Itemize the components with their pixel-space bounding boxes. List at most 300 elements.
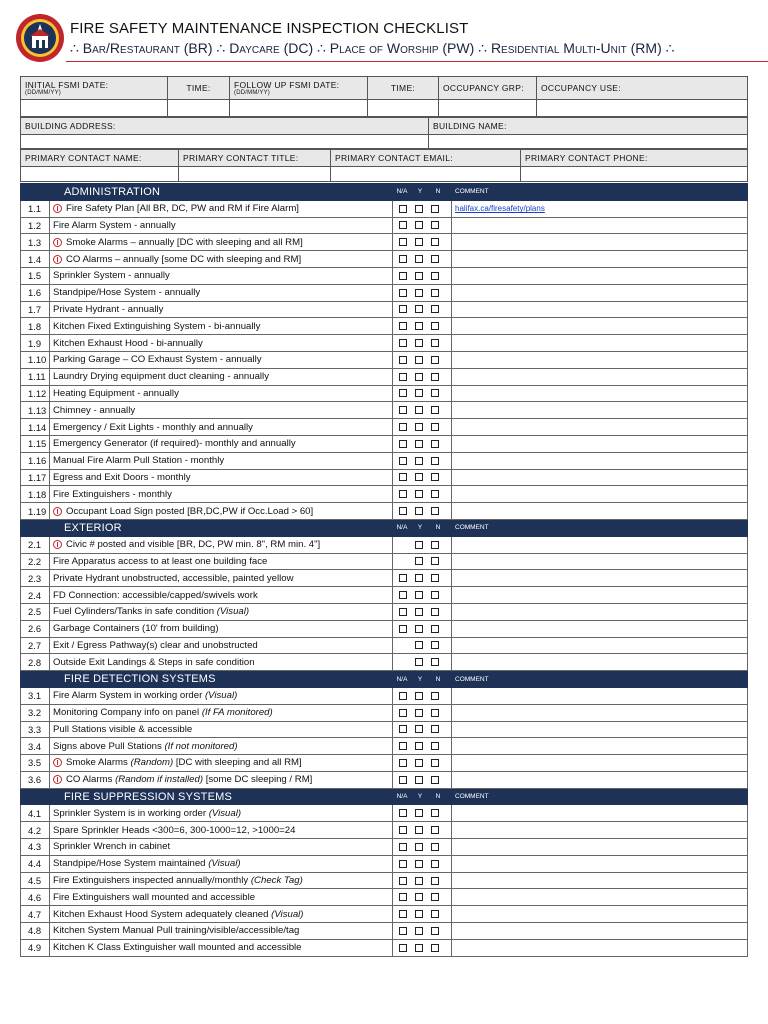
comment-field[interactable] [452,351,748,368]
item-description [50,200,393,217]
comment-field[interactable] [452,536,748,553]
comment-field[interactable] [452,771,748,788]
item-description [50,738,393,755]
yes-checkbox[interactable] [415,557,423,565]
item-note: (Check Tag) [250,875,303,887]
item-checkboxes [393,889,452,906]
na-checkbox[interactable] [399,725,407,733]
comment-field[interactable] [452,301,748,318]
yes-checkbox[interactable] [415,205,423,213]
alert-icon [53,255,62,264]
no-checkbox[interactable] [431,272,439,280]
comment-field[interactable] [452,234,748,251]
checklist-row [21,822,748,839]
no-checkbox[interactable] [431,709,439,717]
yes-checkbox[interactable] [415,608,423,616]
yes-checkbox[interactable] [415,221,423,229]
alert-icon [53,507,62,516]
comment-field[interactable] [452,687,748,704]
comment-field[interactable] [452,923,748,940]
item-text: Private Hydrant unobstructed, accessible, painted yellow [53,572,294,584]
item-note: (Visual) [208,807,242,819]
comment-field[interactable] [452,486,748,503]
item-number: 3.6 [21,771,50,788]
comment-field[interactable] [452,805,748,822]
comment-field[interactable] [452,267,748,284]
comment-field[interactable] [452,251,748,268]
building-address-field[interactable] [21,135,429,149]
yes-checkbox[interactable] [415,860,423,868]
na-checkbox[interactable] [399,591,407,599]
na-checkbox[interactable] [399,221,407,229]
contact-name-field[interactable] [21,167,179,182]
na-checkbox[interactable] [399,272,407,280]
no-checkbox[interactable] [431,205,439,213]
section-spacer [21,671,50,688]
building-info-row [20,117,748,149]
na-column-header: N/A [396,188,408,196]
yes-checkbox[interactable] [415,692,423,700]
item-number: 2.3 [21,570,50,587]
yes-checkbox[interactable] [415,406,423,414]
item-description [50,234,393,251]
checklist-row [21,536,748,553]
checklist-row [21,553,748,570]
checklist-row [21,267,748,284]
yes-checkbox[interactable] [415,591,423,599]
checklist-row [21,872,748,889]
yes-checkbox[interactable] [415,776,423,784]
item-text: CO Alarms [66,774,113,786]
item-description [50,267,393,284]
comment-field[interactable] [452,217,748,234]
time-field[interactable] [168,100,230,117]
no-checkbox[interactable] [431,591,439,599]
item-text: Kitchen Exhaust Hood - bi-annually [53,337,203,349]
item-description [50,771,393,788]
item-description [50,553,393,570]
no-checkbox[interactable] [431,507,439,515]
item-description [50,503,393,520]
no-checkbox[interactable] [431,490,439,498]
comment-field[interactable] [452,855,748,872]
item-description [50,704,393,721]
item-number: 1.19 [21,503,50,520]
yes-checkbox[interactable] [415,625,423,633]
no-checkbox[interactable] [431,944,439,952]
item-note: (Random) [130,757,174,769]
item-description [50,486,393,503]
no-checkbox[interactable] [431,826,439,834]
yes-checkbox[interactable] [415,322,423,330]
building-name-field[interactable] [429,135,748,149]
item-number: 1.17 [21,469,50,486]
item-description [50,217,393,234]
comment-field[interactable] [452,620,748,637]
item-text: Fire Apparatus access to at least one building face [53,555,268,567]
occupancy-use-label: OCCUPANCY USE: [537,77,748,100]
occupancy-grp-label: OCCUPANCY GRP: [439,77,537,100]
no-checkbox[interactable] [431,910,439,918]
comment-field[interactable] [452,435,748,452]
item-description [50,889,393,906]
contact-phone-field[interactable] [521,167,748,182]
yes-checkbox[interactable] [415,339,423,347]
item-description [50,351,393,368]
column-headers [393,184,452,201]
item-checkboxes [393,503,452,520]
yes-checkbox[interactable] [415,658,423,666]
item-description [50,469,393,486]
document-title: FIRE SAFETY MAINTENANCE INSPECTION CHECKLIST [70,20,469,37]
item-description [50,755,393,772]
item-number: 1.4 [21,251,50,268]
comment-field[interactable] [452,503,748,520]
yes-column-header: Y [417,188,423,196]
na-checkbox[interactable] [399,893,407,901]
no-checkbox[interactable] [431,625,439,633]
no-column-header: N [435,188,441,196]
item-text: Fire Safety Plan [All BR, DC, PW and RM if Fire Alarm] [66,203,299,215]
yes-checkbox[interactable] [415,826,423,834]
na-checkbox[interactable] [399,877,407,885]
item-number: 2.4 [21,587,50,604]
item-note: (Visual) [216,606,250,618]
item-description [50,855,393,872]
comment-field[interactable] [452,587,748,604]
yes-checkbox[interactable] [415,709,423,717]
item-number: 2.8 [21,654,50,671]
occupancy-grp-field[interactable] [439,100,537,117]
item-note: (Random if installed) [115,774,204,786]
checklist-row [21,906,748,923]
no-checkbox[interactable] [431,557,439,565]
na-checkbox[interactable] [399,692,407,700]
no-checkbox[interactable] [431,389,439,397]
yes-checkbox[interactable] [415,440,423,448]
item-checkboxes [393,721,452,738]
item-checkboxes [393,553,452,570]
item-text: Fire Extinguishers inspected annually/monthly [53,875,249,887]
item-description [50,603,393,620]
no-checkbox[interactable] [431,457,439,465]
alert-icon [53,758,62,767]
item-number: 1.3 [21,234,50,251]
no-checkbox[interactable] [431,339,439,347]
item-text: Signs above Pull Stations [53,740,162,752]
na-checkbox[interactable] [399,440,407,448]
item-number: 3.1 [21,687,50,704]
no-checkbox[interactable] [431,255,439,263]
na-checkbox[interactable] [399,490,407,498]
follow-up-date-field[interactable] [230,100,368,117]
yes-checkbox[interactable] [415,742,423,750]
section-header-row [21,519,748,536]
comment-field[interactable] [452,939,748,956]
no-checkbox[interactable] [431,373,439,381]
no-checkbox[interactable] [431,574,439,582]
checklist-row [21,704,748,721]
comment-field[interactable] [452,419,748,436]
item-note: (Visual) [204,690,238,702]
comment-field[interactable] [452,553,748,570]
na-checkbox[interactable] [399,507,407,515]
item-description [50,620,393,637]
na-checkbox[interactable] [399,255,407,263]
item-checkboxes [393,469,452,486]
yes-checkbox[interactable] [415,759,423,767]
item-checkboxes [393,771,452,788]
comment-link[interactable]: halifax.ca/firesafety/plans [455,204,545,214]
no-checkbox[interactable] [431,541,439,549]
initial-date-label: INITIAL FSMI DATE: (DD/MM/YY) [21,77,168,100]
item-number: 3.3 [21,721,50,738]
occupancy-use-field[interactable] [537,100,748,117]
contact-email-field[interactable] [331,167,521,182]
comment-field[interactable] [452,469,748,486]
item-description [50,536,393,553]
contact-info-row [20,149,748,182]
yes-checkbox[interactable] [415,541,423,549]
checklist-row [21,889,748,906]
yes-checkbox[interactable] [415,423,423,431]
item-checkboxes [393,318,452,335]
na-checkbox[interactable] [399,473,407,481]
yes-checkbox[interactable] [415,893,423,901]
document-subtitle: ∴ Bar/Restaurant (BR) ∴ Daycare (DC) ∴ Place of Worship (PW) ∴ Residential Multi-Unit (RM) ∴ [70,40,675,56]
item-description [50,805,393,822]
yes-checkbox[interactable] [415,927,423,935]
comment-field[interactable] [452,755,748,772]
yes-checkbox[interactable] [415,910,423,918]
na-checkbox[interactable] [399,843,407,851]
checklist-row [21,251,748,268]
no-checkbox[interactable] [431,221,439,229]
no-checkbox[interactable] [431,692,439,700]
na-checkbox[interactable] [399,809,407,817]
no-checkbox[interactable] [431,893,439,901]
contact-title-field[interactable] [179,167,331,182]
yes-checkbox[interactable] [415,272,423,280]
no-checkbox[interactable] [431,356,439,364]
yes-checkbox[interactable] [415,389,423,397]
comment-field[interactable] [452,721,748,738]
no-checkbox[interactable] [431,843,439,851]
na-checkbox[interactable] [399,776,407,784]
item-text: Kitchen Fixed Extinguishing System - bi-annually [53,320,261,332]
yes-checkbox[interactable] [415,809,423,817]
item-checkboxes [393,687,452,704]
checklist-row [21,738,748,755]
no-checkbox[interactable] [431,658,439,666]
na-checkbox[interactable] [399,759,407,767]
no-checkbox[interactable] [431,305,439,313]
item-number: 4.1 [21,805,50,822]
comment-field[interactable] [452,906,748,923]
yes-checkbox[interactable] [415,574,423,582]
comment-field[interactable] [452,284,748,301]
no-checkbox[interactable] [431,860,439,868]
na-checkbox[interactable] [399,910,407,918]
section-spacer [21,519,50,536]
alert-icon [53,238,62,247]
na-checkbox[interactable] [399,356,407,364]
yes-checkbox[interactable] [415,305,423,313]
yes-checkbox[interactable] [415,356,423,364]
na-checkbox[interactable] [399,322,407,330]
na-checkbox[interactable] [399,205,407,213]
yes-checkbox[interactable] [415,255,423,263]
item-checkboxes [393,939,452,956]
comment-field[interactable] [452,637,748,654]
no-checkbox[interactable] [431,776,439,784]
item-number: 4.7 [21,906,50,923]
item-description [50,721,393,738]
na-checkbox[interactable] [399,709,407,717]
item-checkboxes [393,217,452,234]
na-checkbox[interactable] [399,305,407,313]
item-description [50,906,393,923]
na-checkbox[interactable] [399,574,407,582]
item-note: (If FA monitored) [201,707,273,719]
yes-checkbox[interactable] [415,641,423,649]
item-description [50,402,393,419]
no-checkbox[interactable] [431,641,439,649]
comment-field[interactable] [452,738,748,755]
item-checkboxes [393,368,452,385]
no-checkbox[interactable] [431,473,439,481]
initial-date-field[interactable] [21,100,168,117]
item-description [50,368,393,385]
yes-checkbox[interactable] [415,238,423,246]
checklist-row [21,234,748,251]
column-headers [393,671,452,688]
no-checkbox[interactable] [431,877,439,885]
no-checkbox[interactable] [431,423,439,431]
no-checkbox[interactable] [431,725,439,733]
comment-field[interactable] [452,822,748,839]
yes-checkbox[interactable] [415,843,423,851]
item-text: Manual Fire Alarm Pull Station - monthly [53,455,225,467]
yes-checkbox[interactable] [415,944,423,952]
comment-field[interactable] [452,603,748,620]
item-checkboxes [393,805,452,822]
item-checkboxes [393,872,452,889]
item-checkboxes [393,587,452,604]
alert-icon [53,540,62,549]
yes-checkbox[interactable] [415,725,423,733]
comment-field[interactable] [452,654,748,671]
comment-field[interactable] [452,872,748,889]
checklist-row [21,318,748,335]
na-checkbox[interactable] [399,927,407,935]
checklist-row [21,755,748,772]
item-number: 4.6 [21,889,50,906]
no-checkbox[interactable] [431,440,439,448]
na-checkbox[interactable] [399,423,407,431]
na-checkbox[interactable] [399,339,407,347]
checklist-row [21,637,748,654]
na-checkbox[interactable] [399,238,407,246]
checklist-row [21,368,748,385]
no-checkbox[interactable] [431,322,439,330]
comment-field[interactable] [452,385,748,402]
comment-field[interactable] [452,368,748,385]
na-checkbox[interactable] [399,826,407,834]
time-field-2[interactable] [368,100,439,117]
yes-checkbox[interactable] [415,877,423,885]
item-checkboxes [393,284,452,301]
comment-field[interactable] [452,889,748,906]
column-headers [393,519,452,536]
comment-field[interactable] [452,452,748,469]
no-checkbox[interactable] [431,406,439,414]
no-checkbox[interactable] [431,608,439,616]
checklist-row [21,335,748,352]
na-checkbox[interactable] [399,944,407,952]
yes-column-header: Y [417,675,423,683]
na-checkbox[interactable] [399,860,407,868]
na-checkbox[interactable] [399,742,407,750]
na-checkbox[interactable] [399,608,407,616]
item-description [50,419,393,436]
item-number: 3.4 [21,738,50,755]
item-text: Fuel Cylinders/Tanks in safe condition [53,606,215,618]
comment-field[interactable] [452,704,748,721]
checklist-row [21,452,748,469]
yes-checkbox[interactable] [415,457,423,465]
checklist-row [21,855,748,872]
na-checkbox[interactable] [399,406,407,414]
comment-field[interactable] [452,318,748,335]
item-text: Private Hydrant - annually [53,303,164,315]
na-checkbox[interactable] [399,389,407,397]
yes-checkbox[interactable] [415,507,423,515]
contact-phone-label: PRIMARY CONTACT PHONE: [521,150,748,167]
checklist-row [21,805,748,822]
yes-checkbox[interactable] [415,473,423,481]
section-title: FIRE DETECTION SYSTEMS [50,671,393,688]
no-checkbox[interactable] [431,927,439,935]
comment-field[interactable] [452,335,748,352]
yes-checkbox[interactable] [415,490,423,498]
item-text: Sprinkler System - annually [53,270,170,282]
na-column-header: N/A [396,524,408,532]
no-checkbox[interactable] [431,759,439,767]
comment-field[interactable] [452,402,748,419]
comment-column-header: COMMENT [452,788,748,805]
na-checkbox[interactable] [399,457,407,465]
no-checkbox[interactable] [431,238,439,246]
item-text: Spare Sprinkler Heads <300=6, 300-1000=12, >1000=24 [53,824,296,836]
no-checkbox[interactable] [431,289,439,297]
item-number: 4.3 [21,839,50,856]
yes-checkbox[interactable] [415,289,423,297]
no-checkbox[interactable] [431,809,439,817]
item-checkboxes [393,822,452,839]
comment-field[interactable] [452,570,748,587]
item-description [50,654,393,671]
na-checkbox[interactable] [399,373,407,381]
comment-field[interactable] [452,839,748,856]
no-column-header: N [435,793,441,801]
no-checkbox[interactable] [431,742,439,750]
yes-checkbox[interactable] [415,373,423,381]
na-checkbox[interactable] [399,289,407,297]
item-text: Fire Extinguishers - monthly [53,488,172,500]
comment-field[interactable] [452,200,748,217]
na-checkbox[interactable] [399,625,407,633]
